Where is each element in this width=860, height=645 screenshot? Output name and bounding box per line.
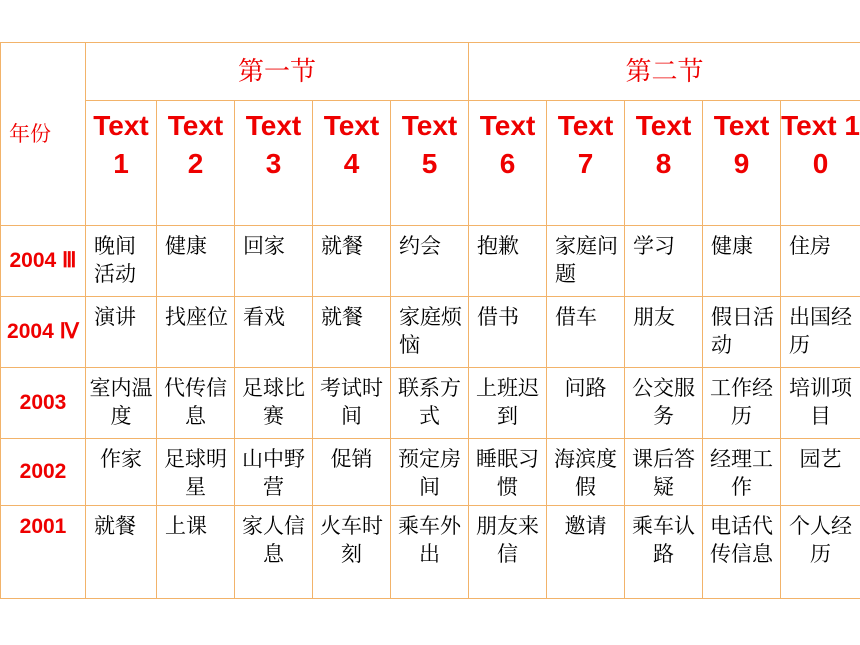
table-cell: 乘车外出: [391, 506, 469, 599]
text-header-5: Text 5: [391, 101, 469, 226]
table-row: [1, 368, 860, 439]
text-header-1: Text 1: [86, 101, 157, 226]
section-1-header: 第一节: [86, 43, 469, 101]
table-row: [1, 226, 860, 297]
text-header-4: Text 4: [313, 101, 391, 226]
table-cell: 抱歉: [469, 226, 547, 297]
table-cell: 晚间活动: [86, 226, 157, 297]
table-cell: 家庭问题: [547, 226, 625, 297]
table-cell: 考试时间: [313, 368, 391, 439]
year-cell: 2004 Ⅳ: [1, 297, 86, 368]
table-cell: 上班迟到: [469, 368, 547, 439]
table-cell: 预定房间: [391, 439, 469, 506]
table-row: [1, 439, 860, 506]
section-2-header: 第二节: [469, 43, 860, 101]
table-cell: 课后答疑: [625, 439, 703, 506]
section-header-row: [1, 43, 860, 101]
table-cell: 火车时刻: [313, 506, 391, 599]
table-cell: 作家: [86, 439, 157, 506]
table-cell: 就餐: [86, 506, 157, 599]
table-cell: 联系方式: [391, 368, 469, 439]
table-cell: 个人经历: [781, 506, 860, 599]
table-cell: 家庭烦恼: [391, 297, 469, 368]
text-header-10: Text 10: [781, 101, 860, 226]
text-header-8: Text 8: [625, 101, 703, 226]
schedule-table: [0, 42, 860, 599]
table-cell: 找座位: [157, 297, 235, 368]
table-cell: 上课: [157, 506, 235, 599]
year-cell: 2001: [1, 506, 86, 599]
text-header-3: Text 3: [235, 101, 313, 226]
table-cell: 健康: [157, 226, 235, 297]
table-cell: 出国经历: [781, 297, 860, 368]
table-row: [1, 297, 860, 368]
table-cell: 问路: [547, 368, 625, 439]
table-cell: 学习: [625, 226, 703, 297]
table-cell: 家人信息: [235, 506, 313, 599]
table-cell: 借车: [547, 297, 625, 368]
table-cell: 足球明星: [157, 439, 235, 506]
text-header-7: Text 7: [547, 101, 625, 226]
table-cell: 促销: [313, 439, 391, 506]
table-cell: 朋友: [625, 297, 703, 368]
table-cell: 电话代传信息: [703, 506, 781, 599]
table-cell: 培训项目: [781, 368, 860, 439]
year-cell: 2004 Ⅲ: [1, 226, 86, 297]
table-cell: 工作经历: [703, 368, 781, 439]
text-header-9: Text 9: [703, 101, 781, 226]
text-header-2: Text 2: [157, 101, 235, 226]
table-cell: 公交服务: [625, 368, 703, 439]
table-cell: 经理工作: [703, 439, 781, 506]
table-cell: 演讲: [86, 297, 157, 368]
table-cell: 住房: [781, 226, 860, 297]
table-cell: 回家: [235, 226, 313, 297]
table-cell: 足球比赛: [235, 368, 313, 439]
table-cell: 朋友来信: [469, 506, 547, 599]
table-cell: 邀请: [547, 506, 625, 599]
table-cell: 就餐: [313, 297, 391, 368]
table-cell: 健康: [703, 226, 781, 297]
table-cell: 室内温度: [86, 368, 157, 439]
table-cell: 山中野营: [235, 439, 313, 506]
table-cell: 约会: [391, 226, 469, 297]
year-header: 年份: [1, 43, 86, 226]
text-header-6: Text 6: [469, 101, 547, 226]
table-cell: 就餐: [313, 226, 391, 297]
table-cell: 代传信息: [157, 368, 235, 439]
table-cell: 看戏: [235, 297, 313, 368]
table-cell: 睡眠习惯: [469, 439, 547, 506]
table-cell: 乘车认路: [625, 506, 703, 599]
table-cell: 借书: [469, 297, 547, 368]
year-cell: 2002: [1, 439, 86, 506]
text-header-row: [1, 101, 860, 226]
table-cell: 海滨度假: [547, 439, 625, 506]
table-row: [1, 506, 860, 599]
table-cell: 园艺: [781, 439, 860, 506]
table-cell: 假日活动: [703, 297, 781, 368]
year-cell: 2003: [1, 368, 86, 439]
